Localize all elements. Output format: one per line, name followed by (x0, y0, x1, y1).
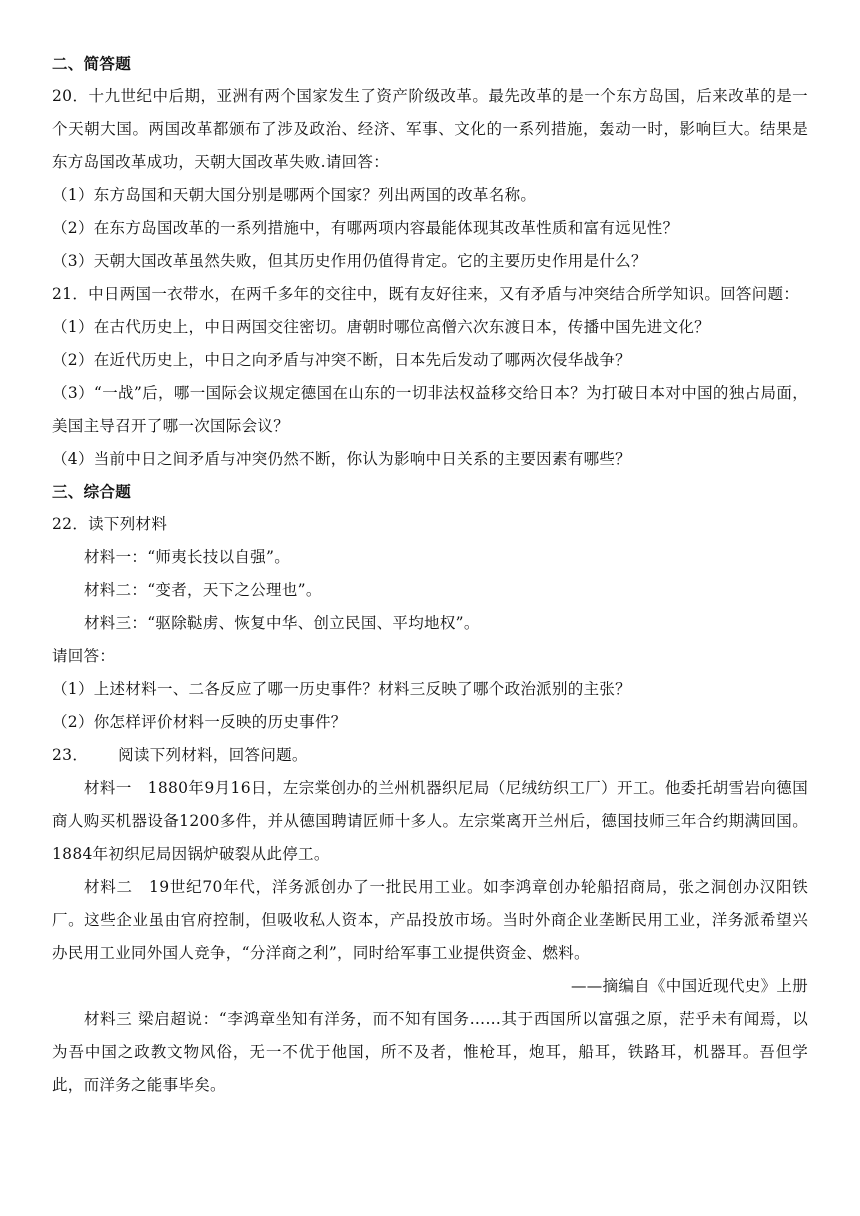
question-21-sub-4: （4）当前中日之间矛盾与冲突仍然不断，你认为影响中日关系的主要因素有哪些？ (52, 450, 631, 468)
question-22-sub-1: （1）上述材料一、二各反应了哪一历史事件？材料三反映了哪个政治派别的主张？ (52, 680, 631, 698)
question-23-material-3: 材料三 梁启超说：“李鸿章坐知有洋务，而不知有国务……其于西国所以富强之原，茫乎未有闻焉，以为吾中国之政教文物风俗，无一不优于他国，所不及者，惟枪耳，炮耳，船耳，铁路耳，机器耳。吾但学此，而洋务之能事毕矣。 (52, 1010, 808, 1094)
question-22-prompt: 请回答： (52, 647, 116, 665)
question-21-sub-2: （2）在近代历史上，中日之向矛盾与冲突不断，日本先后发动了哪两次侵华战争？ (52, 351, 631, 369)
question-23-number: 23． (52, 746, 89, 764)
question-23-stem-line (52, 739, 808, 772)
question-20-sub-1: （1）东方岛国和天朝大国分别是哪两个国家？列出两国的改革名称。 (52, 186, 537, 204)
section-title-short-answer: 二、简答题 (52, 55, 132, 73)
question-22-stem: 22．读下列材料 (52, 515, 168, 533)
question-22-material-2: 材料二：“变者，天下之公理也”。 (84, 581, 322, 599)
exam-page (52, 48, 808, 1102)
question-21-sub-3: （3）“一战”后，哪一国际会议规定德国在山东的一切非法权益移交给日本？为打破日本对中国的独占局面，美国主导召开了哪一次国际会议？ (52, 384, 808, 435)
question-22-sub-2: （2）你怎样评价材料一反映的历史事件？ (52, 713, 347, 731)
question-20-sub-3: （3）天朝大国改革虽然失败，但其历史作用仍值得肯定。它的主要历史作用是什么？ (52, 252, 647, 270)
question-21-sub-1: （1）在古代历史上，中日两国交往密切。唐朝时哪位高僧六次东渡日本，传播中国先进文化？ (52, 318, 710, 336)
question-23-material-1: 材料一 1880年9月16日，左宗棠创办的兰州机器织尼局（尼绒纺织工厂）开工。他委托胡雪岩向德国商人购买机器设备1200多件，并从德国聘请匠师十多人。左宗棠离开兰州后，德国技师三年合约期满回国。1884年初织尼局因锅炉破裂从此停工。 (52, 779, 808, 863)
question-21-stem: 21．中日两国一衣带水，在两千多年的交往中，既有友好往来，又有矛盾与冲突结合所学知识。回答问题： (52, 285, 800, 303)
question-23-stem: 阅读下列材料，回答问题。 (118, 746, 308, 764)
question-23-source-citation: ——摘编自《中国近现代史》上册 (570, 977, 808, 995)
question-22-material-1: 材料一：“师夷长技以自强”。 (84, 548, 291, 566)
question-22-material-3: 材料三：“驱除鞑虏、恢复中华、创立民国、平均地权”。 (84, 614, 480, 632)
question-20-sub-2: （2）在东方岛国改革的一系列措施中，有哪两项内容最能体现其改革性质和富有远见性？ (52, 219, 679, 237)
question-23-material-2: 材料二 19世纪70年代，洋务派创办了一批民用工业。如李鸿章创办轮船招商局，张之洞创办汉阳铁厂。这些企业虽由官府控制，但吸收私人资本，产品投放市场。当时外商企业垄断民用工业，洋务派希望兴办民用工业同外国人竞争，“分洋商之利”，同时给军事工业提供资金、燃料。 (52, 878, 808, 962)
section-title-comprehensive: 三、综合题 (52, 483, 132, 501)
question-20-stem: 20．十九世纪中后期，亚洲有两个国家发生了资产阶级改革。最先改革的是一个东方岛国，后来改革的是一个天朝大国。两国改革都颁布了涉及政治、经济、军事、文化的一系列措施，轰动一时，影响巨大。结果是东方岛国改革成功，天朝大国改革失败.请回答： (52, 87, 808, 171)
